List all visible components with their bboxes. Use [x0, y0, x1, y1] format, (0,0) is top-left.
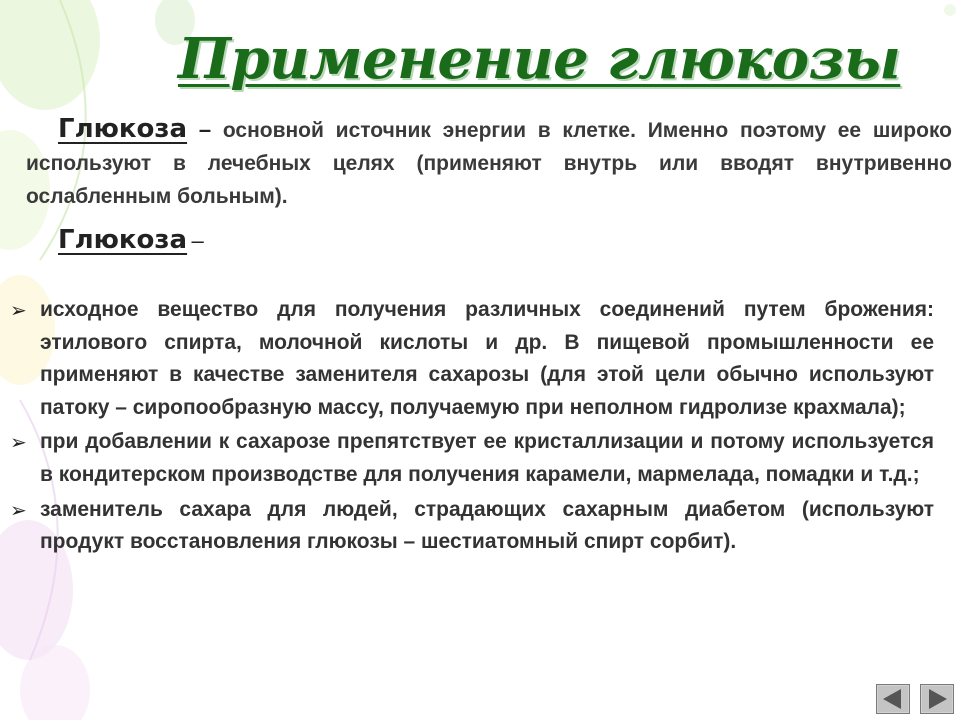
prev-slide-button[interactable]	[876, 684, 910, 714]
intro-paragraph	[26, 113, 952, 213]
bullet-arrow-icon: ➢	[10, 300, 27, 322]
uses-list	[6, 294, 934, 561]
list-item	[6, 494, 934, 559]
subheading-term: Глюкоза	[58, 225, 188, 255]
list-item	[6, 426, 934, 491]
list-item-text: при добавлении к сахарозе препятствует ее кристаллизации и потому используется в кондитерском производстве для получения карамели, мармелада, помадки и т.д.;	[40, 430, 934, 486]
subheading-dash: –	[191, 228, 204, 253]
slide-title: Применение глюкозы	[178, 26, 901, 92]
subheading	[58, 220, 204, 264]
intro-text: основной источник энергии в клетке. Именно поэтому ее широко используют в лечебных целях (применяют внутрь или вводят внутривенно ослабленным больным).	[26, 119, 952, 208]
list-item-text: исходное вещество для получения различных соединений путем брожения: этилового спирта, молочной кислоты и др. В пищевой промышленности ее применяют в качестве заменителя сахарозы (для этой цели обычно используют патоку – сиропообразную массу, получаемую при неполном гидролизе крахмала);	[40, 298, 934, 419]
bullet-arrow-icon: ➢	[10, 499, 27, 522]
bullet-arrow-icon: ➢	[10, 432, 27, 455]
intro-term: Глюкоза	[58, 114, 188, 144]
next-slide-button[interactable]	[920, 684, 954, 714]
list-item-text: заменитель сахара для людей, страдающих сахарным диабетом (используют продукт восстановления глюкозы – шестиатомный спирт сорбит).	[40, 497, 934, 554]
intro-dash: –	[198, 117, 212, 142]
list-item	[6, 294, 934, 424]
